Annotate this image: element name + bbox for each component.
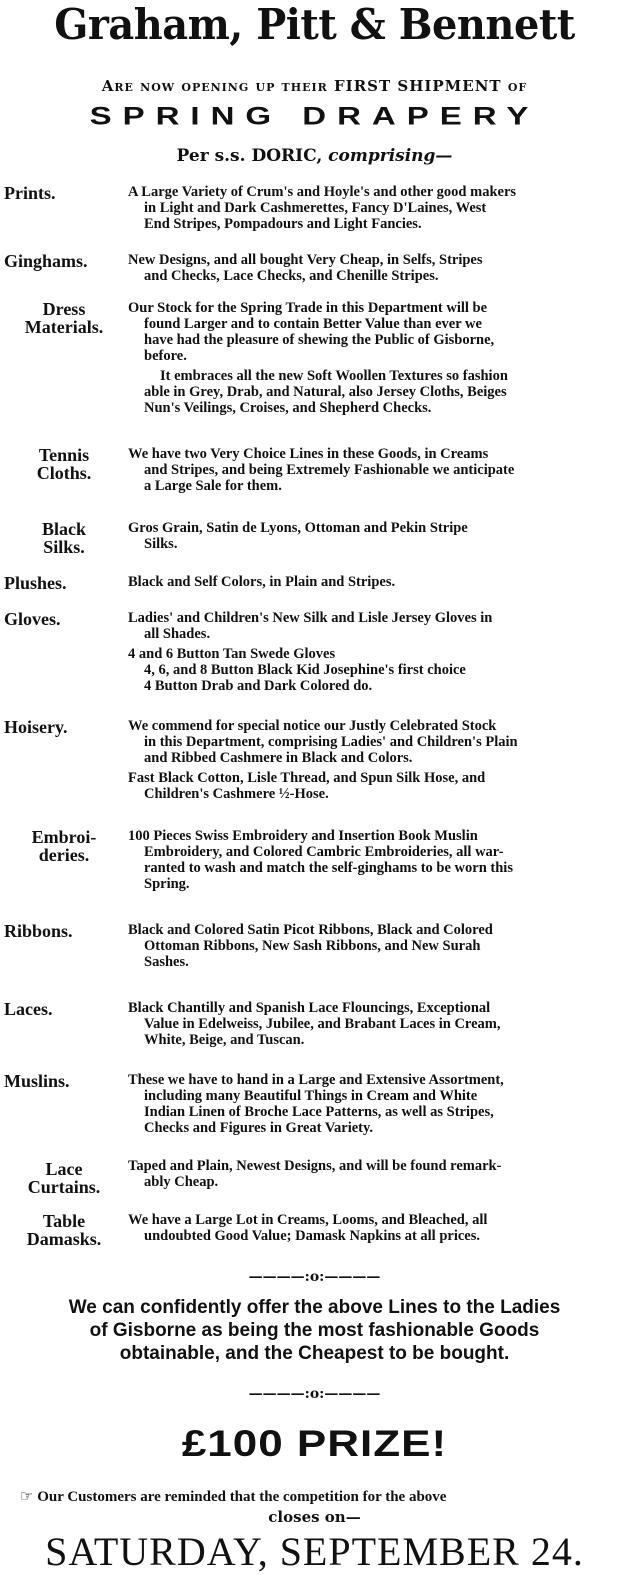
description-line: Embroidery, and Colored Cambric Embroideries, all war- <box>144 844 504 860</box>
section-description <box>128 252 622 284</box>
description-line: Taped and Plain, Newest Designs, and will be found remark- <box>128 1158 502 1174</box>
closing-statement <box>0 1296 629 1365</box>
description-line: and Checks, Lace Checks, and Chenille Stripes. <box>144 268 439 284</box>
section-description <box>128 520 622 552</box>
category-label-line: Curtains. <box>27 1177 101 1197</box>
description-line: Black Chantilly and Spanish Lace Flouncings, Exceptional <box>128 1000 491 1016</box>
category-label-line: Lace <box>45 1159 83 1179</box>
section-description <box>128 1072 622 1136</box>
description-line: 100 Pieces Swiss Embroidery and Insertion Book Muslin <box>128 828 478 844</box>
description-line: A Large Variety of Crum's and Hoyle's and other good makers <box>128 184 517 200</box>
description-line: We have two Very Choice Lines in these Goods, in Creams <box>128 446 489 462</box>
description-line: a Large Sale for them. <box>144 478 282 494</box>
description-line: White, Beige, and Tuscan. <box>144 1032 305 1048</box>
category-label <box>4 446 124 482</box>
section-description <box>128 574 622 590</box>
section-description <box>128 1212 622 1244</box>
category-label-line: Plushes. <box>4 573 67 593</box>
notice-line <box>20 1487 620 1506</box>
per-ship-line <box>0 146 629 166</box>
description-line: ably Cheap. <box>144 1174 219 1190</box>
prize-heading: £100 PRIZE! <box>181 1423 448 1465</box>
category-label <box>4 300 124 336</box>
closing-line: of Gisborne as being the most fashionable Goods <box>89 1320 540 1341</box>
pointing-hand-icon: ☞ <box>20 1487 34 1505</box>
category-label-line: Materials. <box>24 317 104 337</box>
description-line: and Ribbed Cashmere in Black and Colors. <box>144 750 413 766</box>
category-label-line: Damasks. <box>26 1229 102 1249</box>
description-line: Indian Linen of Broche Lace Patterns, as well as Stripes, <box>144 1104 494 1120</box>
description-extra-line: 4, 6, and 8 Button Black Kid Josephine's first choice <box>144 662 466 678</box>
category-label-line: Hoisery. <box>4 717 68 737</box>
category-label <box>4 1072 124 1090</box>
section-description <box>128 446 622 494</box>
description-line: Gros Grain, Satin de Lyons, Ottoman and Pekin Stripe <box>128 520 468 536</box>
description-extra-line: able in Grey, Drab, and Natural, also Jersey Cloths, Beiges <box>144 384 507 400</box>
description-line: undoubted Good Value; Damask Napkins at all prices. <box>144 1228 480 1244</box>
category-label-line: Gloves. <box>4 609 61 629</box>
description-line: We commend for special notice our Justly Celebrated Stock <box>128 718 497 734</box>
description-line: Checks and Figures in Great Variety. <box>144 1120 374 1136</box>
category-label <box>4 610 124 628</box>
description-line: ranted to wash and match the self-ginghams to be worn this <box>144 860 513 876</box>
category-label <box>4 1212 124 1248</box>
description-line: found Larger and to contain Better Value than ever we <box>144 316 482 332</box>
category-label <box>4 520 124 556</box>
description-line: We have a Large Lot in Creams, Looms, and Bleached, all <box>128 1212 488 1228</box>
description-line: New Designs, and all bought Very Cheap, in Selfs, Stripes <box>128 252 483 268</box>
intro-line: Are now opening up their FIRST SHIPMENT of <box>101 77 528 95</box>
notice-text: Our Customers are reminded that the competition for the above <box>37 1489 447 1505</box>
ship-name: Per s.s. DORIC, <box>176 146 323 166</box>
description-line: Spring. <box>144 876 190 892</box>
description-line: Black and Colored Satin Picot Ribbons, Black and Colored <box>128 922 493 938</box>
divider-2: ————:o:———— <box>248 1386 381 1402</box>
category-label-line: Silks. <box>43 537 85 557</box>
description-line: in Light and Dark Cashmerettes, Fancy D'Laines, West <box>144 200 487 216</box>
description-line: These we have to hand in a Large and Extensive Assortment, <box>128 1072 504 1088</box>
divider-1: ————:o:———— <box>248 1269 381 1285</box>
description-line: Ladies' and Children's New Silk and Lisle Jersey Gloves in <box>128 610 493 626</box>
category-label-line: Prints. <box>4 183 56 203</box>
description-line: have had the pleasure of shewing the Public of Gisborne, <box>144 332 495 348</box>
category-label <box>4 1000 124 1018</box>
description-line: all Shades. <box>144 626 211 642</box>
category-label <box>4 1160 124 1196</box>
category-label <box>4 828 124 864</box>
section-description <box>128 718 622 802</box>
description-extra-line: It embraces all the new Soft Woollen Textures so fashion <box>160 368 508 384</box>
category-label-line: Embroi- <box>31 827 97 847</box>
section-description <box>128 922 622 970</box>
description-line: Silks. <box>144 536 178 552</box>
description-line: Sashes. <box>144 954 189 970</box>
closes-on-text: closes on— <box>268 1508 361 1526</box>
category-label <box>4 718 124 736</box>
description-line: including many Beautiful Things in Cream and White <box>144 1088 478 1104</box>
description-line: Our Stock for the Spring Trade in this Department will be <box>128 300 488 316</box>
description-line: and Stripes, and being Extremely Fashionable we anticipate <box>144 462 515 478</box>
category-label-line: Ribbons. <box>4 921 73 941</box>
description-line: before. <box>144 348 187 364</box>
comprising-text: comprising— <box>328 146 453 166</box>
category-label-line: Muslins. <box>4 1071 70 1091</box>
description-line: End Stripes, Pompadours and Light Fancies. <box>144 216 422 232</box>
section-description <box>128 828 622 892</box>
description-line: in this Department, comprising Ladies' and Children's Plain <box>144 734 518 750</box>
closing-date: SATURDAY, SEPTEMBER 24. <box>45 1529 584 1574</box>
category-label <box>4 922 124 940</box>
description-line: Value in Edelweiss, Jubilee, and Brabant Laces in Cream, <box>144 1016 501 1032</box>
section-description <box>128 184 622 232</box>
banner-spring-drapery: SPRING DRAPERY <box>89 102 540 130</box>
category-label-line: Ginghams. <box>4 251 88 271</box>
category-label-line: Cloths. <box>36 463 92 483</box>
advertiser-name: Graham, Pitt & Bennett <box>54 0 575 49</box>
section-description <box>128 300 622 416</box>
section-description <box>128 610 622 694</box>
category-label-line: deries. <box>38 845 90 865</box>
description-extra-line: Nun's Veilings, Croises, and Shepherd Checks. <box>144 400 432 416</box>
category-label-line: Laces. <box>4 999 53 1019</box>
description-extra-line: 4 Button Drab and Dark Colored do. <box>144 678 373 694</box>
category-label-line: Black <box>41 519 86 539</box>
description-extra-line: 4 and 6 Button Tan Swede Gloves <box>128 646 336 662</box>
description-extra-line: Children's Cashmere ½-Hose. <box>144 786 329 802</box>
description-line: Black and Self Colors, in Plain and Stripes. <box>128 574 396 590</box>
section-description <box>128 1158 622 1190</box>
description-extra-line: Fast Black Cotton, Lisle Thread, and Spun Silk Hose, and <box>128 770 486 786</box>
closing-line: obtainable, and the Cheapest to be bought. <box>119 1343 510 1364</box>
category-label <box>4 574 124 592</box>
category-label <box>4 252 124 270</box>
category-label-line: Table <box>42 1211 86 1231</box>
category-label-line: Dress <box>42 299 86 319</box>
category-label <box>4 184 124 202</box>
category-label-line: Tennis <box>38 445 90 465</box>
closing-line: We can confidently offer the above Lines to the Ladies <box>68 1297 561 1318</box>
section-description <box>128 1000 622 1048</box>
description-line: Ottoman Ribbons, New Sash Ribbons, and New Surah <box>144 938 481 954</box>
